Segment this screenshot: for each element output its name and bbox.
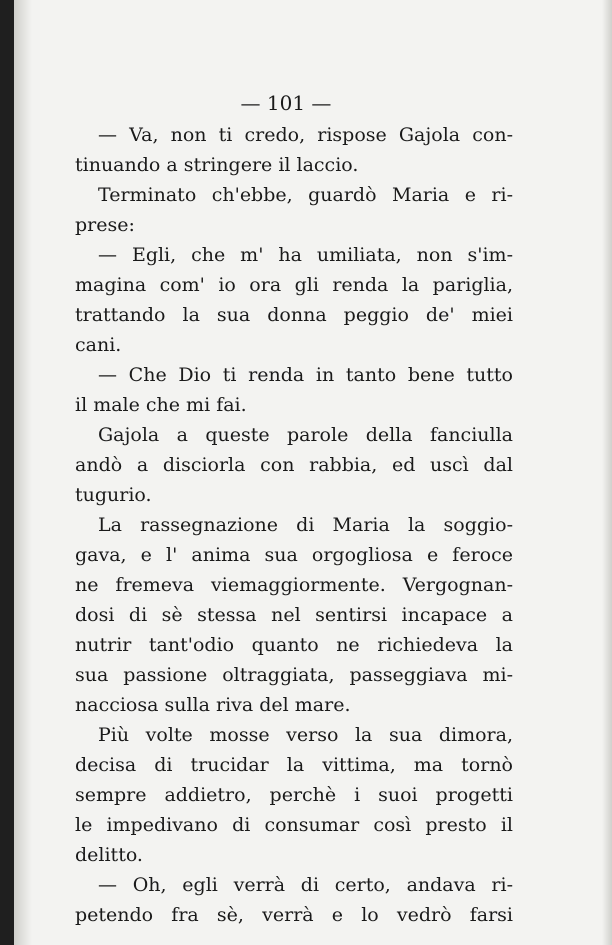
text-line: cani. [75, 334, 122, 356]
text-line: il male che mi fai. [75, 394, 247, 416]
text-line: nacciosa sulla riva del mare. [75, 694, 351, 716]
text-line: ne fremeva viemaggiormente. Vergognan- [75, 574, 513, 596]
text-line: le impedivano di consumar così presto il [75, 814, 513, 836]
text-line: gava, e l' anima sua orgogliosa e feroce [75, 544, 513, 566]
text-line: decisa di trucidar la vittima, ma tornò [75, 754, 513, 776]
text-line: prese: [75, 214, 135, 236]
text-line: petendo fra sè, verrà e lo vedrò farsi [75, 904, 513, 926]
page-number: — 101 — [240, 91, 332, 115]
text-line: — Che Dio ti renda in tanto bene tutto [98, 364, 513, 386]
text-line: Gajola a queste parole della fanciulla [98, 424, 513, 446]
text-line: dosi di sè stessa nel sentirsi incapace a [75, 604, 513, 626]
text-line: tugurio. [75, 484, 152, 506]
text-line: Più volte mosse verso la sua dimora, [98, 724, 513, 746]
text-line: andò a disciorla con rabbia, ed uscì dal [75, 454, 513, 476]
body-text [75, 120, 513, 930]
text-line: sua passione oltraggiata, passeggiava mi- [75, 664, 513, 686]
text-line: magina com' io ora gli renda la pariglia, [75, 274, 513, 296]
page-gutter-shadow [14, 0, 32, 945]
text-line: delitto. [75, 844, 143, 866]
text-line: — Oh, egli verrà di certo, andava ri- [98, 874, 513, 896]
text-line: trattando la sua donna peggio de' miei [75, 304, 513, 326]
text-line: tinuando a stringere il laccio. [75, 154, 359, 176]
text-line: — Va, non ti credo, rispose Gajola con- [98, 124, 513, 146]
text-line: sempre addietro, perchè i suoi progetti [75, 784, 513, 806]
text-line: Terminato ch'ebbe, guardò Maria e ri- [98, 184, 513, 206]
page-edge-shadow [602, 0, 612, 945]
text-line: nutrir tant'odio quanto ne richiedeva la [75, 634, 513, 656]
text-line: — Egli, che m' ha umiliata, non s'im- [98, 244, 513, 266]
text-line: La rassegnazione di Maria la soggio- [98, 514, 513, 536]
